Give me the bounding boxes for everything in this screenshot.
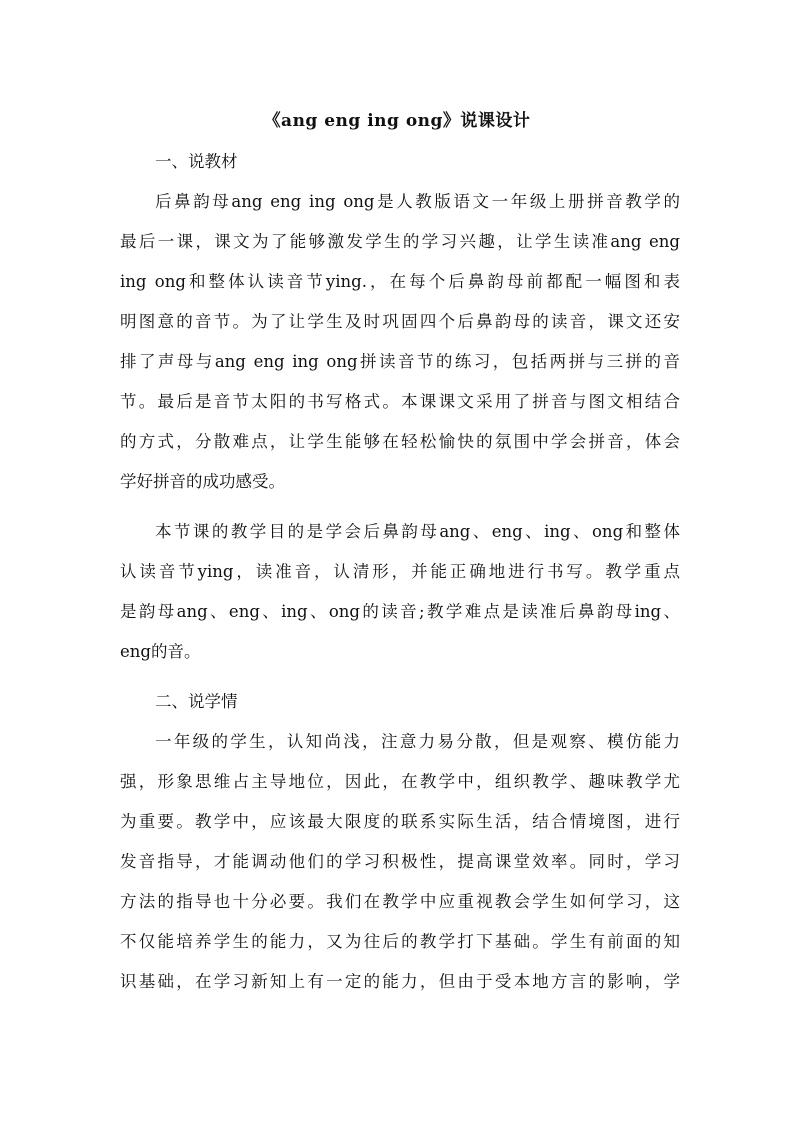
paragraph-line: 强，形象思维占主导地位，因此，在教学中，组织教学、趣味教学尤 <box>120 772 680 791</box>
section-heading-teaching-material: 一、说教材 <box>155 152 238 171</box>
paragraph-line: 后鼻韵母ang eng ing ong是人教版语文一年级上册拼音教学的 <box>155 192 680 211</box>
paragraph-line: 不仅能培养学生的能力，又为往后的教学打下基础。学生有前面的知 <box>120 932 680 951</box>
paragraph-line: 识基础，在学习新知上有一定的能力，但由于受本地方言的影响，学 <box>120 972 680 991</box>
paragraph-line: 学好拼音的成功感受。 <box>120 472 285 491</box>
paragraph-line: eng的音。 <box>120 642 201 661</box>
paragraph-line: 排了声母与ang eng ing ong拼读音节的练习，包括两拼与三拼的音 <box>120 352 680 371</box>
paragraph-line: ing ong和整体认读音节ying.，在每个后鼻韵母前都配一幅图和表 <box>120 272 680 291</box>
paragraph-line: 一年级的学生，认知尚浅，注意力易分散，但是观察、模仿能力 <box>155 732 680 751</box>
paragraph-line: 为重要。教学中，应该最大限度的联系实际生活，结合情境图，进行 <box>120 812 680 831</box>
paragraph-line: 节。最后是音节太阳的书写格式。本课课文采用了拼音与图文相结合 <box>120 392 680 411</box>
section-heading-student-analysis: 二、说学情 <box>155 692 238 711</box>
paragraph-line: 认读音节ying，读准音，认清形，并能正确地进行书写。教学重点 <box>120 562 680 581</box>
paragraph-line: 的方式，分散难点，让学生能够在轻松愉快的氛围中学会拼音，体会 <box>120 432 680 451</box>
paragraph-line: 本节课的教学目的是学会后鼻韵母ang、eng、ing、ong和整体 <box>155 522 680 541</box>
paragraph-line: 方法的指导也十分必要。我们在教学中应重视教会学生如何学习，这 <box>120 892 680 911</box>
paragraph-line: 发音指导，才能调动他们的学习积极性，提高课堂效率。同时，学习 <box>120 852 680 871</box>
paragraph-line: 是韵母ang、eng、ing、ong的读音;教学难点是读准后鼻韵母ing、 <box>120 602 680 621</box>
document-title: 《ang eng ing ong》说课设计 <box>263 111 531 131</box>
paragraph-line: 明图意的音节。为了让学生及时巩固四个后鼻韵母的读音，课文还安 <box>120 312 680 331</box>
paragraph-line: 最后一课，课文为了能够激发学生的学习兴趣，让学生读准ang eng <box>120 232 680 251</box>
